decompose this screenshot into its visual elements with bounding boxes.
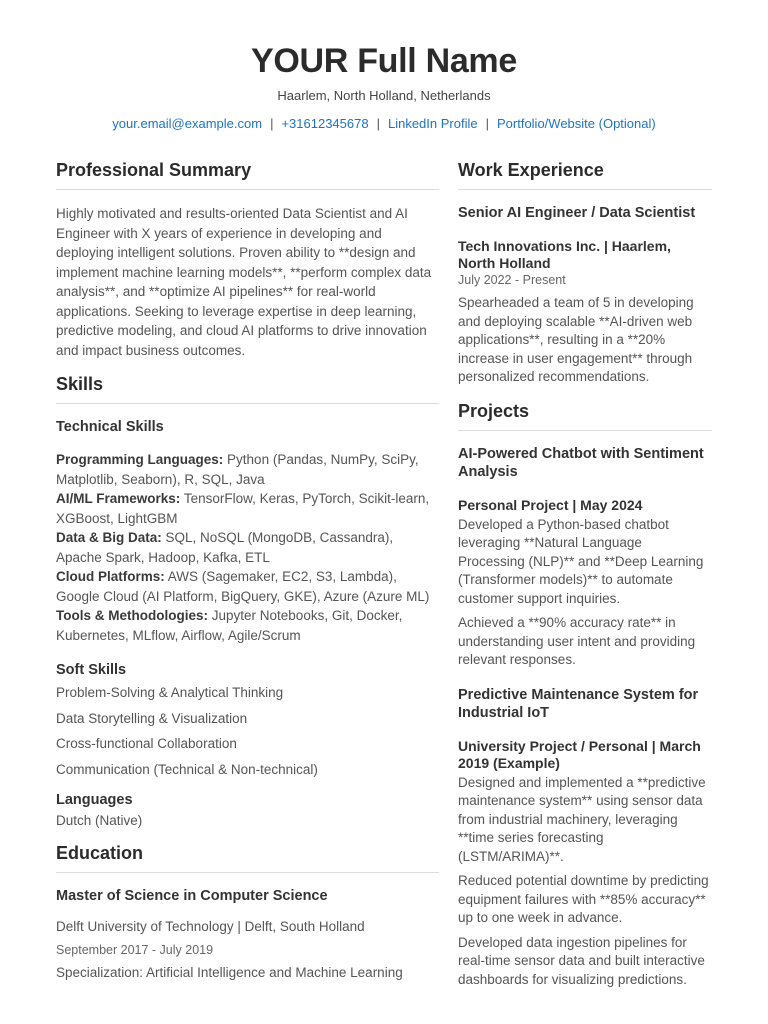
degree-title: Master of Science in Computer Science <box>56 887 328 904</box>
soft-skills-list <box>56 683 439 779</box>
list-item: Problem-Solving & Analytical Thinking <box>56 685 284 700</box>
skill-label: AI/ML Frameworks: <box>56 491 181 506</box>
skill-line <box>56 606 439 645</box>
school: Delft University of Technology | Delft, South Holland <box>56 918 365 934</box>
list-item: Data Storytelling & Visualization <box>56 710 248 726</box>
project-meta: Personal Project | May 2024 <box>458 496 643 513</box>
separator: | <box>485 116 489 131</box>
skill-line <box>56 450 439 489</box>
left-column <box>56 160 439 983</box>
job-dates: July 2022 - Present <box>458 273 566 287</box>
project-item <box>458 686 712 990</box>
linkedin-link[interactable]: LinkedIn Profile <box>387 116 478 131</box>
languages-heading: Languages <box>56 792 133 808</box>
education-dates: September 2017 - July 2019 <box>56 943 214 957</box>
summary-text: Highly motivated and results-oriented Data Scientist and AI Engineer with X years of experience in developing and deploying intelligent solutions. Proven ability to **design and implement machine learning models**, **perform complex data analysis**, and **optimize AI pipelines** for real-world applications. Seeking to leverage expertise in deep learning, predictive modeling, and cloud AI platforms to drive innovation and impact business outcomes. <box>56 206 432 358</box>
skill-label: Cloud Platforms: <box>56 569 165 584</box>
project-title: AI-Powered Chatbot with Sentiment Analysis <box>458 445 704 480</box>
skill-label: Data & Big Data: <box>56 530 162 545</box>
skill-value: SQL, NoSQL (MongoDB, Cassandra), Apache Spark, Hadoop, Kafka, ETL <box>56 530 394 565</box>
job-description: Spearheaded a team of 5 in developing and deploying scalable **AI-driven web applications**, resulting in a **20% increase in user engagement** through personalized recommendations. <box>458 295 694 384</box>
projects-heading: Projects <box>458 401 712 431</box>
location: Haarlem, North Holland, Netherlands <box>277 88 491 103</box>
education-heading: Education <box>56 843 439 873</box>
skill-line <box>56 528 439 567</box>
portfolio-link[interactable]: Portfolio/Website (Optional) <box>496 116 656 131</box>
skill-label: Programming Languages: <box>56 452 224 467</box>
phone-link[interactable]: +31612345678 <box>281 116 369 131</box>
skill-value: Jupyter Notebooks, Git, Docker, Kubernetes, MLflow, Airflow, Agile/Scrum <box>56 608 403 643</box>
job-title: Senior AI Engineer / Data Scientist <box>458 205 696 221</box>
company: Tech Innovations Inc. | Haarlem, North Holland <box>458 238 671 271</box>
summary-heading: Professional Summary <box>56 160 439 190</box>
list-item: Communication (Technical & Non-technical) <box>56 761 318 777</box>
contact-bar <box>0 116 768 131</box>
project-item <box>458 445 712 670</box>
skill-value: AWS (Sagemaker, EC2, S3, Lambda), Google Cloud (AI Platform, BigQuery, GKE), Azure (Azure ML) <box>56 569 430 604</box>
project-title: Predictive Maintenance System for Industrial IoT <box>458 686 699 721</box>
skill-value: Python (Pandas, NumPy, SciPy, Matplotlib, Seaborn), R, SQL, Java <box>56 452 419 487</box>
list-item: Cross-functional Collaboration <box>56 736 237 751</box>
technical-skills-list <box>56 450 439 645</box>
skills-heading: Skills <box>56 374 439 404</box>
separator: | <box>270 116 274 131</box>
project-bullet: Developed a Python-based chatbot leveraging **Natural Language Processing (NLP)** and **Deep Learning (Transformer models)** to automate customer support inquiries. <box>458 516 704 606</box>
languages-value: Dutch (Native) <box>56 813 143 828</box>
project-bullet: Designed and implemented a **predictive maintenance system** using sensor data from industrial machinery, leveraging **time series forecasting (LSTM/ARIMA)**. <box>458 774 706 864</box>
right-column <box>458 160 712 989</box>
specialization: Specialization: Artificial Intelligence and Machine Learning <box>56 965 403 980</box>
project-bullet: Reduced potential downtime by predicting equipment failures with **85% accuracy** up to one week in advance. <box>458 873 709 925</box>
skill-line <box>56 567 439 606</box>
email-link[interactable]: your.email@example.com <box>112 116 263 131</box>
soft-skills-heading: Soft Skills <box>56 662 127 678</box>
project-bullet: Achieved a **90% accuracy rate** in understanding user intent and providing relevant responses. <box>458 615 696 667</box>
work-heading: Work Experience <box>458 160 712 190</box>
project-meta: University Project / Personal | March 2019 (Example) <box>458 737 701 771</box>
skill-value: TensorFlow, Keras, PyTorch, Scikit-learn, XGBoost, LightGBM <box>56 491 430 526</box>
technical-skills-heading: Technical Skills <box>56 419 164 435</box>
skill-line <box>56 489 439 528</box>
separator: | <box>376 116 380 131</box>
skill-label: Tools & Methodologies: <box>56 608 208 623</box>
project-bullet: Developed data ingestion pipelines for real-time sensor data and built interactive dashboards for visualizing predictions. <box>458 934 705 987</box>
name-heading: YOUR Full Name <box>251 42 517 80</box>
